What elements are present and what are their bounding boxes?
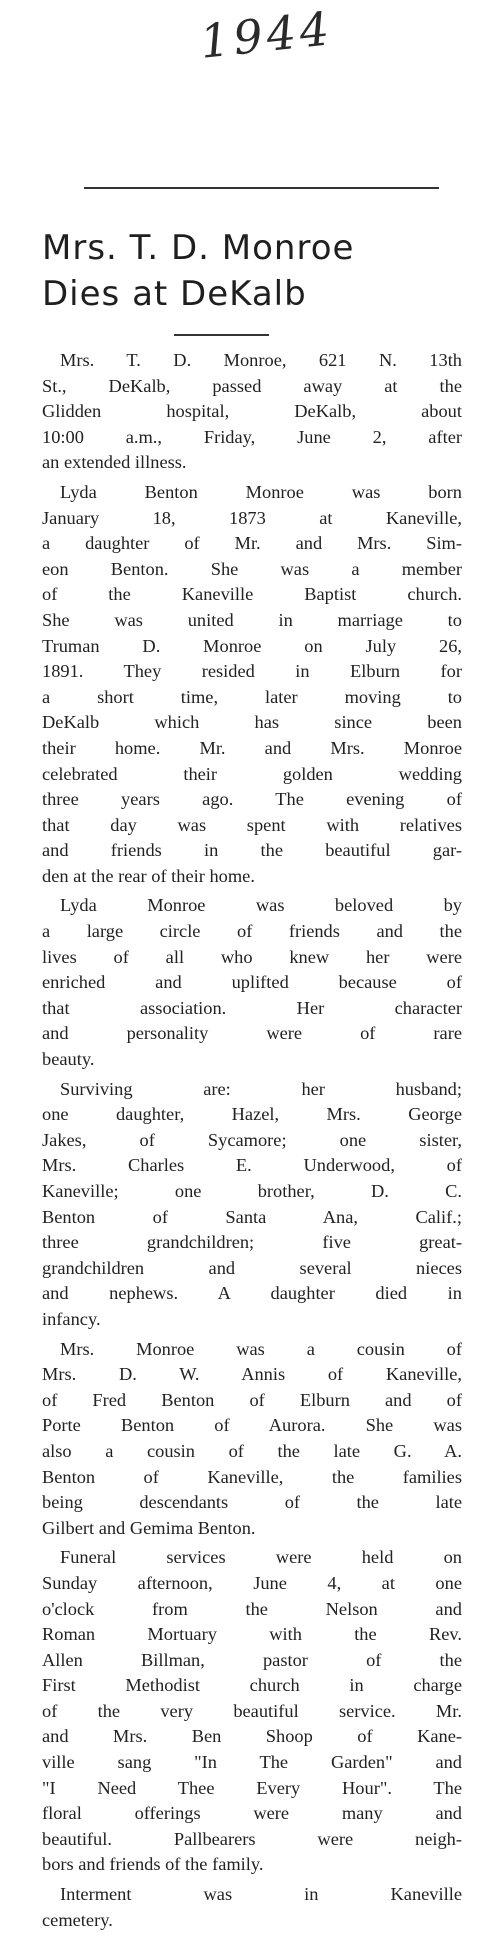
article-line: three grandchildren; five great- [42,1232,462,1253]
article-line: Mrs. Charles E. Underwood, of [42,1155,462,1176]
article-line: and personality were of rare [42,1023,462,1044]
article-line: DeKalb which has since been [42,712,462,733]
article-line: Porte Benton of Aurora. She was [42,1415,462,1436]
article-line: Interment was in Kaneville [60,1884,462,1905]
article-line: Kaneville; one brother, D. C. [42,1181,462,1201]
article-line: floral offerings were many and [42,1803,462,1824]
article-paragraph [42,480,462,890]
article-paragraph [42,1882,462,1933]
article-line: of the very beautiful service. Mr. [42,1700,462,1721]
article-line: Sunday afternoon, June 4, at one [42,1572,462,1593]
article-line: celebrated their golden wedding [42,763,462,784]
article-line: bors and friends of the family. [42,1854,264,1875]
article-line: beautiful. Pallbearers were neigh- [42,1828,462,1849]
handwritten-year: 1944 [197,1,336,69]
article-paragraph [42,348,462,476]
article-line: cemetery. [42,1909,113,1930]
article-line: that day was spent with relatives [42,814,462,835]
article-line: Mrs. T. D. Monroe, 621 N. 13th [60,350,462,370]
article-line: and friends in the beautiful gar- [42,840,462,861]
article-line: Roman Mortuary with the Rev. [42,1624,462,1645]
article-body [42,348,462,1937]
article-line: an extended illness. [42,452,187,473]
article-line: of Fred Benton of Elburn and of [42,1389,462,1410]
article-line: Surviving are: her husband; [60,1078,462,1099]
article-line: Lyda Benton Monroe was born [60,481,462,502]
article-line: that association. Her character [42,997,462,1018]
article-line: den at the rear of their home. [42,865,255,886]
article-line: enriched and uplifted because of [42,972,462,993]
article-line: and nephews. A daughter died in [42,1283,462,1304]
article-line: 10:00 a.m., Friday, June 2, after [42,426,462,447]
article-line: Funeral services were held on [60,1547,462,1568]
article-line: being descendants of the late [42,1492,462,1513]
article-line: Truman D. Monroe on July 26, [42,635,462,656]
article-line: a daughter of Mr. and Mrs. Sim- [42,533,462,554]
headline-line-2: Dies at DeKalb [42,274,307,314]
headline-rule [174,334,269,336]
article-paragraph [42,1337,462,1542]
newspaper-clipping [14,90,486,1940]
article-line: their home. Mr. and Mrs. Monroe [42,737,462,758]
article-line: infancy. [42,1308,101,1329]
article-line: Benton of Kaneville, the families [42,1466,462,1487]
article-paragraph [42,1545,462,1878]
article-line: one daughter, Hazel, Mrs. George [42,1104,462,1125]
article-line: a short time, later moving to [42,686,462,707]
article-line: and Mrs. Ben Shoop of Kane- [42,1726,462,1747]
article-line: "I Need Thee Every Hour". The [42,1777,462,1798]
article-line: beauty. [42,1049,95,1070]
headline [42,225,472,317]
article-line: Jakes, of Sycamore; one sister, [42,1129,462,1150]
headline-line-1: Mrs. T. D. Monroe [42,228,355,268]
article-line: Glidden hospital, DeKalb, about [42,401,462,422]
article-line: o'clock from the Nelson and [42,1598,462,1619]
article-line: Lyda Monroe was beloved by [60,895,462,916]
article-line: grandchildren and several nieces [42,1257,462,1278]
article-line: ville sang "In The Garden" and [42,1752,462,1773]
article-line: St., DeKalb, passed away at the [42,375,462,396]
article-line: of the Kaneville Baptist church. [42,584,462,605]
article-line: Benton of Santa Ana, Calif.; [42,1206,462,1227]
article-line: First Methodist church in charge [42,1675,462,1696]
article-line: Mrs. Monroe was a cousin of [60,1338,462,1359]
article-line: a large circle of friends and the [42,921,462,942]
article-paragraph [42,893,462,1072]
article-line: January 18, 1873 at Kaneville, [42,507,462,528]
article-line: Mrs. D. W. Annis of Kaneville, [42,1364,462,1385]
article-line: also a cousin of the late G. A. [42,1440,462,1461]
article-line: lives of all who knew her were [42,946,462,967]
article-line: 1891. They resided in Elburn for [42,661,462,682]
article-paragraph [42,1077,462,1333]
article-line: Gilbert and Gemima Benton. [42,1517,256,1538]
article-line: Allen Billman, pastor of the [42,1649,462,1670]
top-rule [84,187,439,189]
article-line: three years ago. The evening of [42,789,462,810]
article-line: eon Benton. She was a member [42,558,462,579]
article-line: She was united in marriage to [42,609,462,630]
